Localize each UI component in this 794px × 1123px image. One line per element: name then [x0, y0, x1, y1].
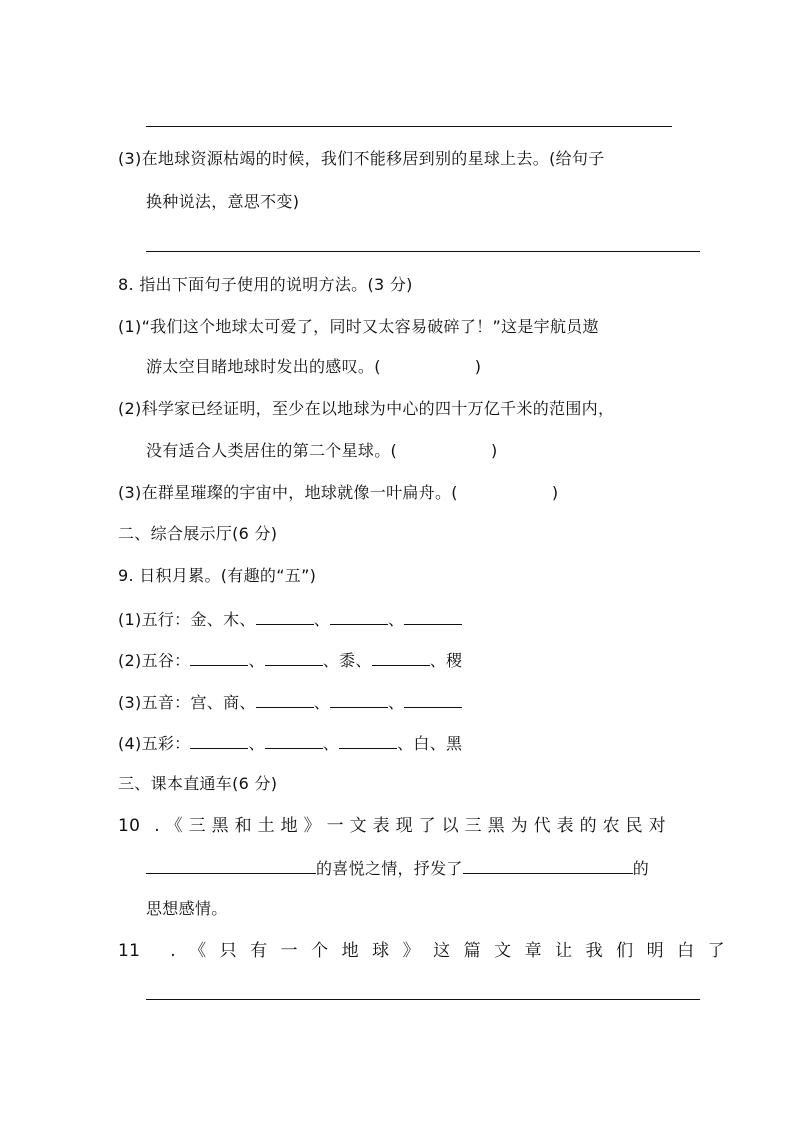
q9-wugu-label: (2)五谷： — [118, 651, 191, 670]
q10-line1 — [118, 816, 672, 836]
q9-wuxing-label: (1)五行： — [118, 610, 191, 629]
q10-text: .《三黑和土地》一文表现了以三黑为代表的农民对 — [154, 816, 672, 836]
q9-wucai-b: 黑 — [446, 734, 463, 753]
answer-line-q11[interactable] — [146, 999, 700, 1000]
q9-wuyin-blank-3[interactable] — [404, 691, 462, 708]
q8-item3 — [118, 483, 558, 503]
q8-item2-close: ) — [491, 441, 498, 460]
separator: 、 — [248, 734, 265, 753]
q9-wuxing-blank-3[interactable] — [404, 608, 462, 625]
q9-wucai-blank-3[interactable] — [339, 732, 397, 749]
separator: 、 — [206, 610, 224, 629]
separator: 、 — [313, 610, 331, 629]
q9-wuxing-a: 金 — [190, 610, 207, 629]
q8-item2-line1: (2)科学家已经证明，至少在以地球为中心的四十万亿千米的范围内， — [118, 399, 615, 418]
q7-item3-line2: 换种说法，意思不变) — [146, 192, 300, 211]
q9-wucai-row — [118, 732, 462, 754]
q9-wuyin-blank-2[interactable] — [330, 691, 388, 708]
separator: 、 — [388, 610, 405, 629]
q8-item1-line1: (1)“我们这个地球太可爱了，同时又太容易破碎了！”这是宇航员遨 — [118, 317, 599, 336]
separator: 、 — [388, 693, 405, 712]
q9-wugu-blank-2[interactable] — [265, 649, 323, 666]
q8-item1-line2 — [146, 357, 481, 377]
separator: 、 — [429, 734, 447, 753]
q9-wucai-blank-2[interactable] — [265, 732, 323, 749]
separator: 、 — [313, 693, 331, 712]
answer-line-q7-3[interactable] — [146, 251, 700, 252]
q9-wucai-blank-1[interactable] — [190, 732, 248, 749]
q7-item3-line1: (3)在地球资源枯竭的时候，我们不能移居到别的星球上去。(给句子 — [118, 149, 605, 168]
q9-wugu-b: 稷 — [446, 651, 463, 670]
separator: 、 — [239, 693, 256, 712]
q10-blank-1[interactable] — [146, 857, 316, 874]
section3-title: 三、课本直通车(6 分) — [118, 774, 278, 793]
q10-number: 10 — [118, 816, 141, 836]
q8-item3-text: (3)在群星璀璨的宇宙中，地球就像一叶扁舟。( — [118, 483, 458, 502]
q8-item1-close: ) — [474, 357, 482, 376]
q8-item3-close: ) — [551, 483, 559, 502]
q11-text: .《只有一个地球》这篇文章让我们明白了 — [170, 941, 739, 961]
q10-end-text: 的 — [632, 859, 650, 878]
q9-wuxing-row — [118, 608, 462, 630]
q8-item1-text: 游太空目睹地球时发出的感叹。( — [146, 357, 381, 376]
q10-blank-2[interactable] — [463, 857, 633, 874]
separator: 、 — [206, 693, 224, 712]
q11-line1 — [118, 941, 738, 961]
q9-wuxing-b: 木 — [223, 610, 240, 629]
q9-wugu-blank-1[interactable] — [190, 649, 248, 666]
separator: 、 — [248, 651, 265, 670]
q10-line2 — [146, 857, 649, 879]
q9-wucai-label: (4)五彩： — [118, 734, 191, 753]
answer-line-top[interactable] — [146, 126, 672, 127]
separator: 、 — [355, 651, 372, 670]
separator: 、 — [239, 610, 256, 629]
q9-wugu-a: 黍 — [339, 651, 356, 670]
q9-wugu-blank-3[interactable] — [372, 649, 430, 666]
section2-title: 二、综合展示厅(6 分) — [118, 524, 278, 543]
q8-item2-text: 没有适合人类居住的第二个星球。( — [146, 441, 398, 460]
q9-wuyin-label: (3)五音： — [118, 693, 191, 712]
q10-mid-text: 的喜悦之情，抒发了 — [316, 859, 463, 878]
q8-item2-line2 — [146, 441, 498, 461]
separator: 、 — [429, 651, 447, 670]
q11-number: 11 — [118, 941, 141, 961]
q9-wuxing-blank-1[interactable] — [256, 608, 314, 625]
q9-title: 9. 日积月累。(有趣的“五”) — [118, 566, 317, 585]
separator: 、 — [322, 734, 340, 753]
separator: 、 — [322, 651, 340, 670]
q9-wuyin-blank-1[interactable] — [256, 691, 314, 708]
q10-line3: 思想感情。 — [146, 899, 228, 918]
q9-wuyin-row — [118, 691, 462, 713]
q9-wuyin-b: 商 — [223, 693, 240, 712]
q9-wucai-a: 白 — [413, 734, 430, 753]
q9-wuyin-a: 宫 — [190, 693, 207, 712]
separator: 、 — [397, 734, 414, 753]
q8-title: 8. 指出下面句子使用的说明方法。(3 分) — [118, 275, 413, 294]
q9-wuxing-blank-2[interactable] — [330, 608, 388, 625]
q9-wugu-row — [118, 649, 462, 671]
